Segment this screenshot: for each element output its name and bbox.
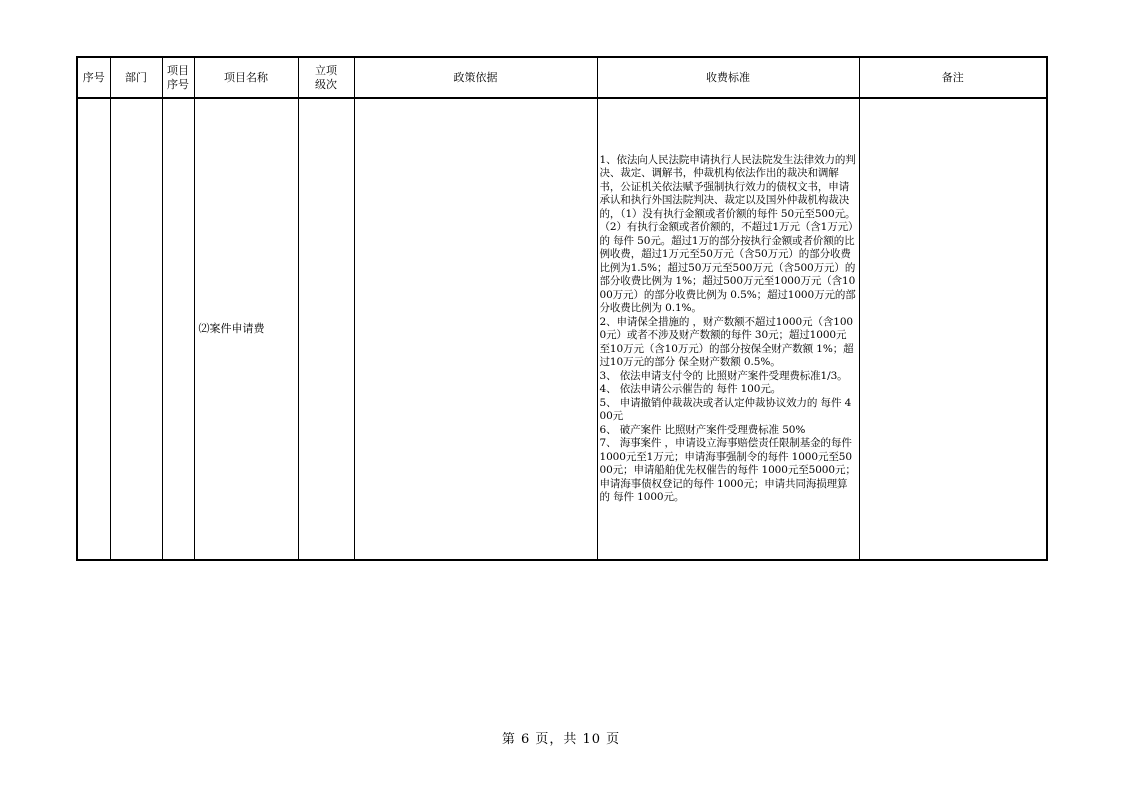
cell-level bbox=[298, 98, 354, 560]
header-level: 立项 级次 bbox=[298, 57, 354, 98]
cell-seq bbox=[77, 98, 110, 560]
header-item-seq: 项目 序号 bbox=[162, 57, 194, 98]
header-fee-standard: 收费标准 bbox=[597, 57, 859, 98]
header-row bbox=[77, 57, 1047, 98]
header-department: 部门 bbox=[110, 57, 162, 98]
cell-remarks bbox=[859, 98, 1047, 560]
fee-table bbox=[76, 56, 1048, 561]
header-remarks: 备注 bbox=[859, 57, 1047, 98]
header-policy-basis: 政策依据 bbox=[354, 57, 597, 98]
cell-project-name: ⑵案件申请费 bbox=[194, 98, 298, 560]
fee-standard-text: 1、依法向人民法院申请执行人民法院发生法律效力的判决、裁定、调解书，仲裁机构依法作出的裁决和调解书，公证机关依法赋予强制执行效力的债权文书，申请承认和执行外国法院判决、裁定以及国外仲裁机构裁决的，（1）没有执行金额或者价额的每件 50元至500元。（2）有执行金额或者价额的，不超过1万元（含1万元）的 每件 50元。超过1万的部分按执行金额或者价额的比例收费，超过1万元至50万元（含50万元）的部分收费比例为1.5%；超过50万元至500万元（含500万元）的部分收费比例为 1%；超过500万元至1000万元（含1000万元）的部分收费比例为 0.5%；超过1000万元的部分收费比例为 0.1%。 2、申请保全措施的 ，财产数额不超过1000元（含1000元）或者不涉及财产数额的每件 30元；超过1000元至10万元（含10万元）的部分按保全财产数额 1%；超过10万元的部分 保全财产数额 0.5%。 3、 依法申请支付令的 比照财产案件受理费标准1/3。 4、 依法申请公示催告的 每件 100元。 5、 申请撤销仲裁裁决或者认定仲裁协议效力的 每件 400元 6、 破产案件 比照财产案件受理费标准 50% 7、 海事案件 ，申请设立海事赔偿责任限制基金的每件 1000元至1万元；申请海事强制令的每件 1000元至5000元；申请船舶优先权催告的每件 1000元至5000元；申请海事债权登记的每件 1000元；申请共同海损理算的 每件 1000元。 bbox=[599, 153, 856, 503]
cell-item-seq bbox=[162, 98, 194, 560]
header-seq: 序号 bbox=[77, 57, 110, 98]
cell-policy-basis bbox=[354, 98, 597, 560]
page-number: 第 6 页，共 10 页 bbox=[501, 732, 621, 747]
cell-fee-standard bbox=[597, 98, 859, 560]
header-project-name: 项目名称 bbox=[194, 57, 298, 98]
table-row bbox=[77, 98, 1047, 560]
cell-department bbox=[110, 98, 162, 560]
